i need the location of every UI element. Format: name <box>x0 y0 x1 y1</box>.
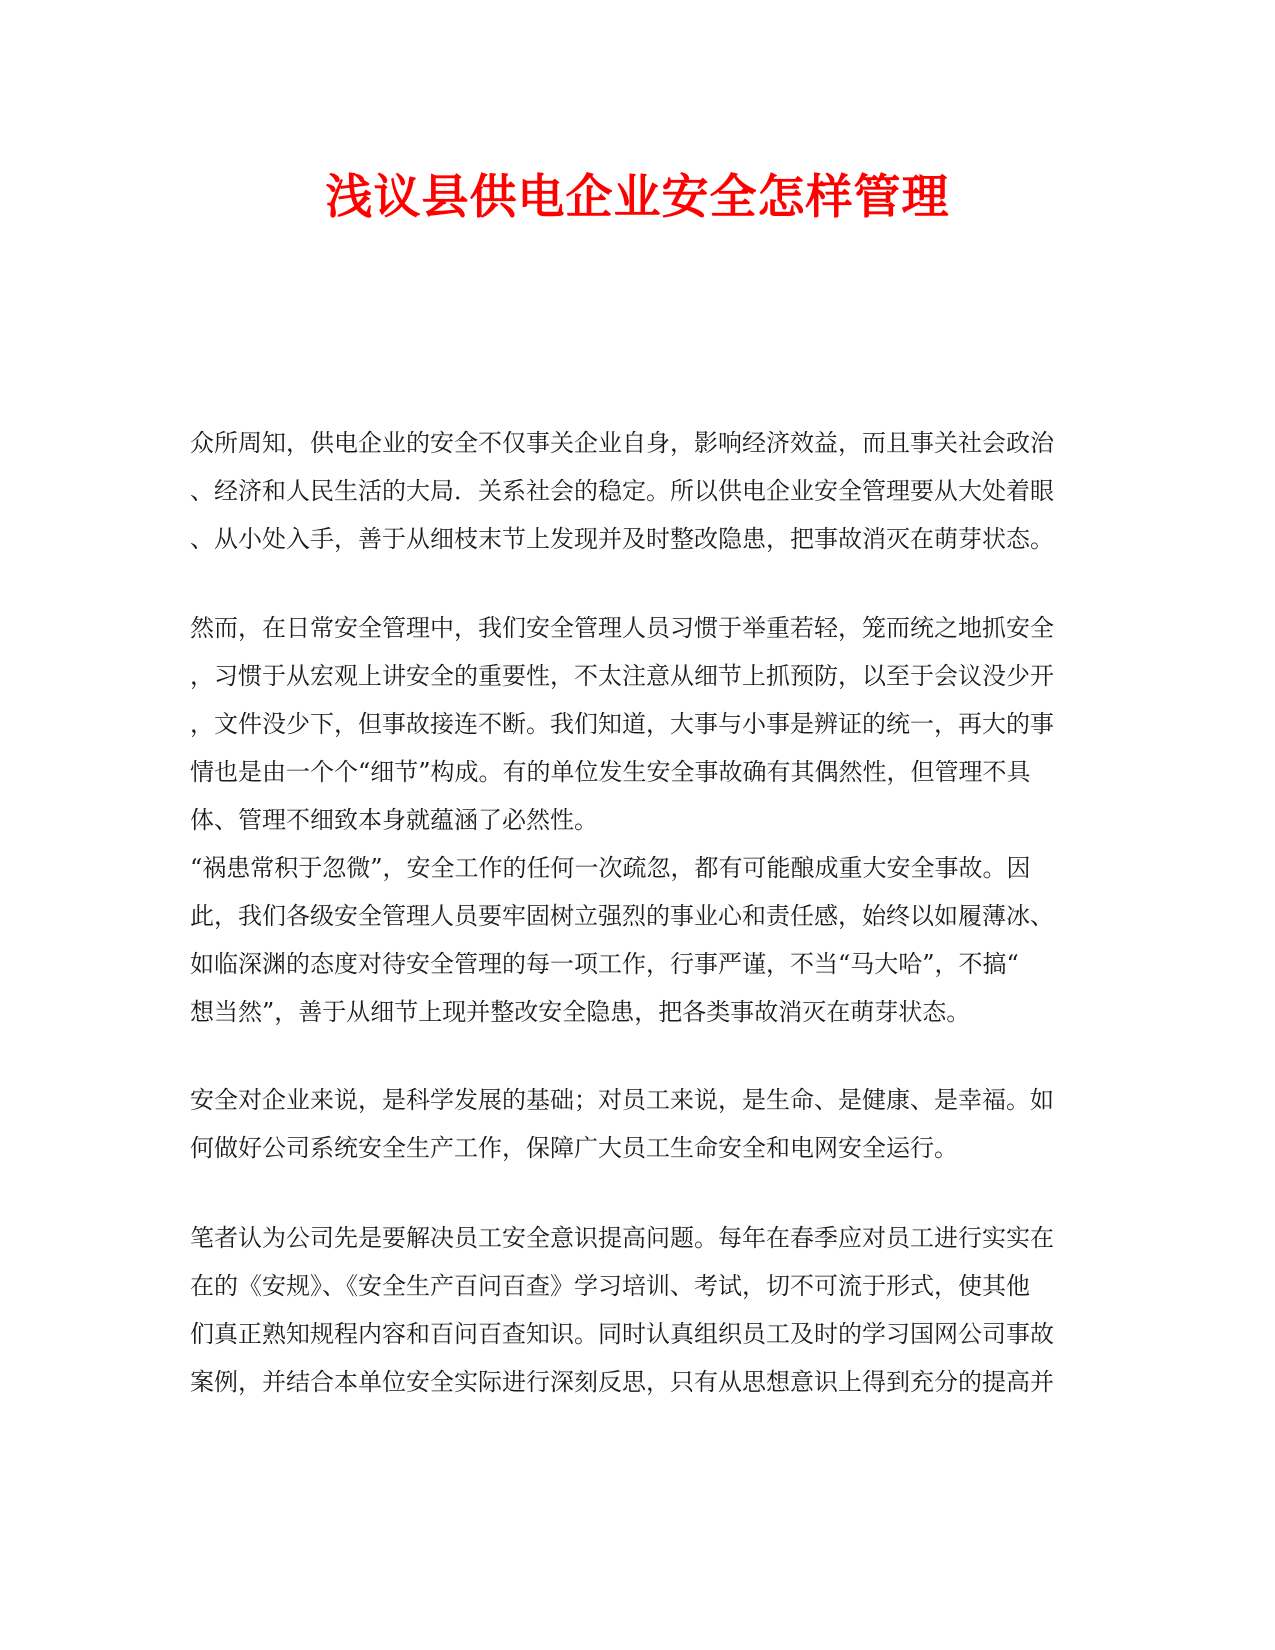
paragraph-line: 众所周知，供电企业的安全不仅事关企业自身，影响经济效益，而且事关社会政治 <box>190 429 1054 457</box>
paragraph-line: 安全对企业来说，是科学发展的基础；对员工来说，是生命、是健康、是幸福。如 <box>190 1086 1054 1114</box>
paragraph-line: 然而，在日常安全管理中，我们安全管理人员习惯于举重若轻，笼而统之地抓安全 <box>190 614 1054 642</box>
paragraph-2 <box>190 604 1090 1036</box>
paragraph-line: ，习惯于从宏观上讲安全的重要性，不太注意从细节上抓预防，以至于会议没少开 <box>190 662 1054 690</box>
paragraph-3 <box>190 1076 1090 1172</box>
paragraph-line: 、从小处入手，善于从细枝末节上发现并及时整改隐患，把事故消灭在萌芽状态。 <box>190 525 1054 553</box>
paragraph-1 <box>190 419 1090 563</box>
paragraph-line: 如临深渊的态度对待安全管理的每一项工作，行事严谨，不当“马大哈”，不搞“ <box>190 950 1019 978</box>
paragraph-line: 案例，并结合本单位安全实际进行深刻反思，只有从思想意识上得到充分的提高并 <box>190 1368 1054 1396</box>
paragraph-4 <box>190 1214 1090 1406</box>
paragraph-line: 笔者认为公司先是要解决员工安全意识提高问题。每年在春季应对员工进行实实在 <box>190 1224 1054 1252</box>
paragraph-line: 何做好公司系统安全生产工作，保障广大员工生命安全和电网安全运行。 <box>190 1134 958 1162</box>
paragraph-line: 体、管理不细致本身就蕴涵了必然性。 <box>190 806 598 834</box>
document-title: 浅议县供电企业安全怎样管理 <box>325 170 950 225</box>
paragraph-line: “祸患常积于忽微”，安全工作的任何一次疏忽，都有可能酿成重大安全事故。因 <box>190 854 1031 882</box>
paragraph-line: 想当然”，善于从细节上现并整改安全隐患，把各类事故消灭在萌芽状态。 <box>190 998 971 1026</box>
paragraph-line: 们真正熟知规程内容和百问百查知识。同时认真组织员工及时的学习国网公司事故 <box>190 1320 1054 1348</box>
paragraph-line: 此，我们各级安全管理人员要牢固树立强烈的事业心和责任感，始终以如履薄冰、 <box>190 902 1054 930</box>
paragraph-line: 、经济和人民生活的大局．关系社会的稳定。所以供电企业安全管理要从大处着眼 <box>190 477 1054 505</box>
paragraph-line: 在的《安规》、《安全生产百问百查》学习培训、考试，切不可流于形式，使其他 <box>190 1272 1030 1300</box>
paragraph-line: 情也是由一个个“细节”构成。有的单位发生安全事故确有其偶然性，但管理不具 <box>190 758 1031 786</box>
paragraph-line: ，文件没少下，但事故接连不断。我们知道，大事与小事是辨证的统一，再大的事 <box>190 710 1054 738</box>
